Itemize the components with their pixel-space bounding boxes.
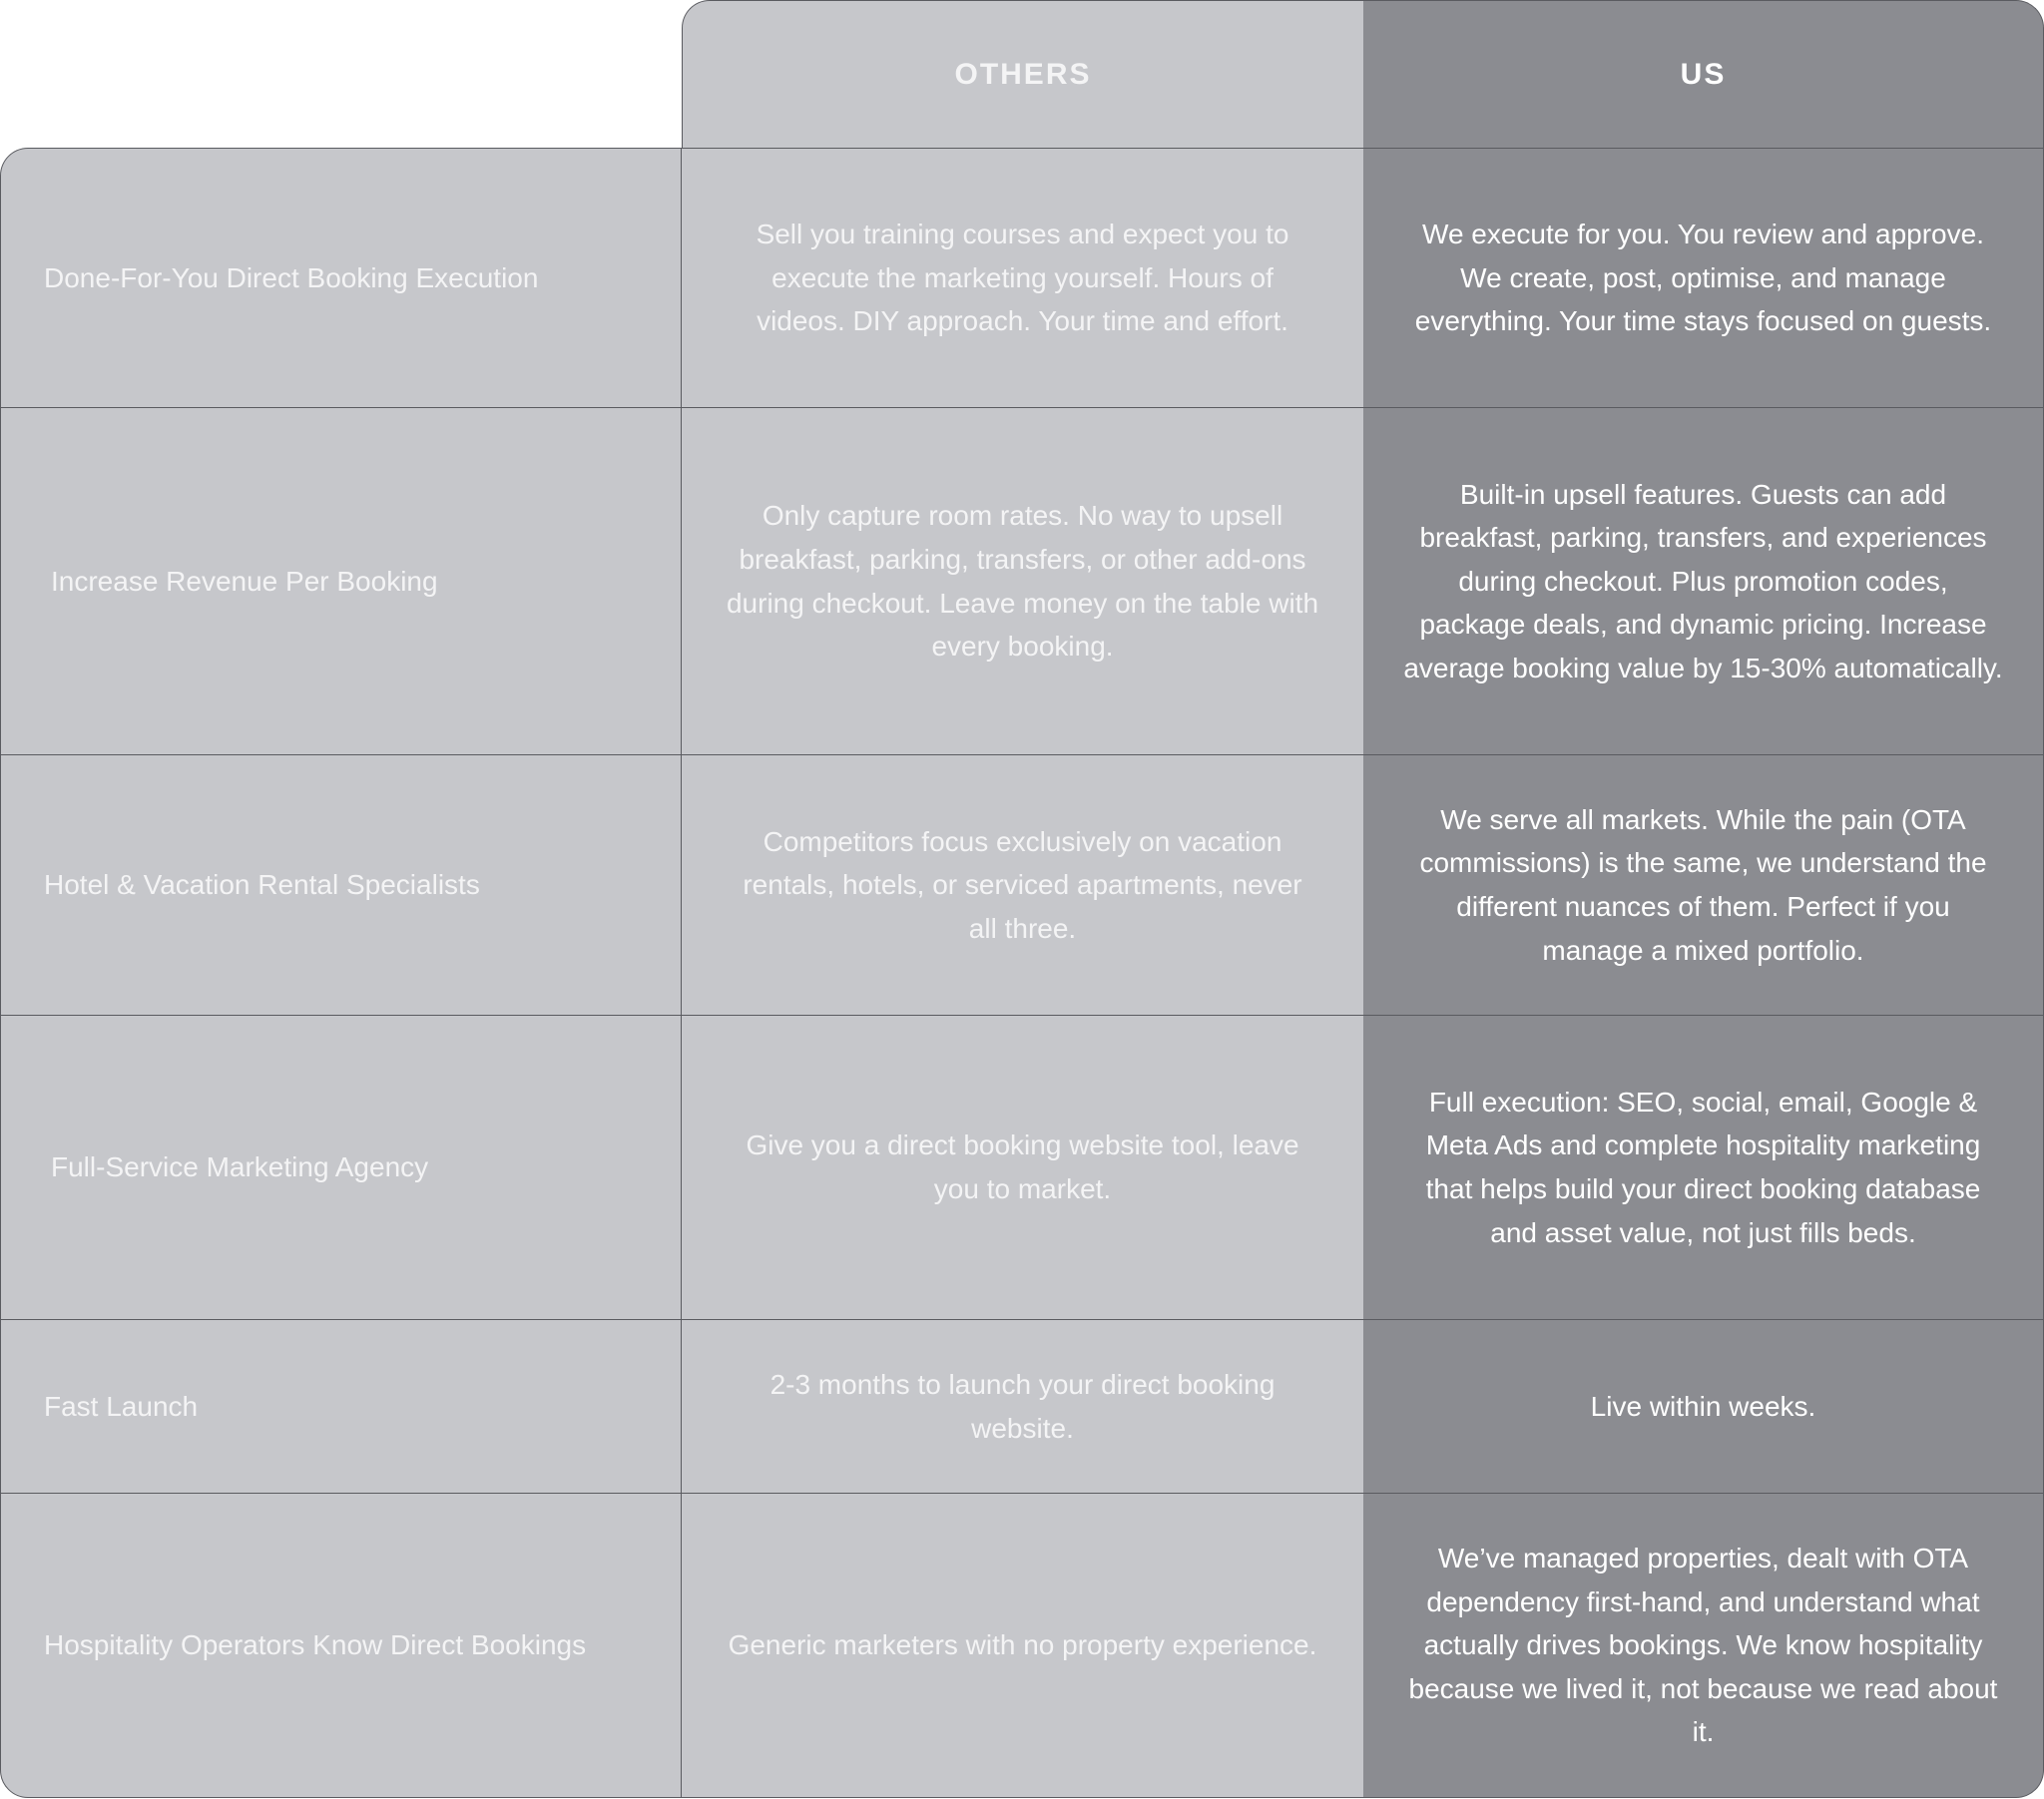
feature-cell: [0, 407, 682, 754]
others-cell: [682, 148, 1363, 407]
us-text: Full execution: SEO, social, email, Google & Meta Ads and complete hospitality marketing that helps build your direct booking database and asset value, not just fills beds.: [1425, 1086, 1981, 1248]
us-cell: [1363, 754, 2044, 1015]
us-cell: [1363, 1015, 2044, 1319]
others-cell: [682, 1015, 1363, 1319]
others-cell: [682, 1493, 1363, 1798]
feature-cell: [0, 148, 682, 407]
us-cell: [1363, 148, 2044, 407]
others-text: Competitors focus exclusively on vacation rentals, hotels, or serviced apartments, never all three.: [743, 825, 1302, 944]
others-text: Sell you training courses and expect you to execute the marketing yourself. Hours of videos. DIY approach. Your time and effort.: [756, 219, 1289, 337]
feature-label: Done-For-You Direct Booking Execution: [44, 261, 539, 293]
us-cell: [1363, 1319, 2044, 1493]
us-text: We’ve managed properties, dealt with OTA dependency first-hand, and understand what actually drives bookings. We know hospitality because we lived it, not because we read about it.: [1408, 1543, 1998, 1748]
others-text: Only capture room rates. No way to upsell breakfast, parking, transfers, or other add-ons during checkout. Leave money on the table with every booking.: [726, 500, 1319, 663]
us-text: Live within weeks.: [1590, 1390, 1816, 1422]
feature-label: Increase Revenue Per Booking: [51, 565, 438, 597]
us-text: We execute for you. You review and approve. We create, post, optimise, and manage everything. Your time stays focused on guests.: [1414, 219, 1992, 337]
us-cell: [1363, 407, 2044, 754]
others-cell: [682, 407, 1363, 754]
feature-cell: [0, 1319, 682, 1493]
feature-cell: [0, 754, 682, 1015]
others-column-header: [682, 0, 1363, 148]
others-text: 2-3 months to launch your direct booking website.: [769, 1368, 1276, 1444]
others-cell: [682, 1319, 1363, 1493]
feature-label: Full-Service Marketing Agency: [51, 1151, 429, 1183]
feature-cell: [0, 1493, 682, 1798]
feature-label: Hotel & Vacation Rental Specialists: [44, 869, 480, 901]
others-text: Give you a direct booking website tool, leave you to market.: [746, 1129, 1299, 1204]
feature-label: Hospitality Operators Know Direct Bookings: [44, 1629, 587, 1661]
others-header-label: OTHERS: [954, 57, 1092, 91]
feature-label: Fast Launch: [44, 1390, 199, 1422]
us-header-label: US: [1680, 57, 1727, 91]
others-text: Generic marketers with no property experience.: [728, 1629, 1317, 1661]
us-text: We serve all markets. While the pain (OTA commissions) is the same, we understand the different nuances of them. Perfect if you manage a mixed portfolio.: [1419, 803, 1987, 966]
us-cell: [1363, 1493, 2044, 1798]
us-column-header: [1363, 0, 2044, 148]
others-cell: [682, 754, 1363, 1015]
feature-cell: [0, 1015, 682, 1319]
us-text: Built-in upsell features. Guests can add breakfast, parking, transfers, and experiences during checkout. Plus promotion codes, package deals, and dynamic pricing. Increase average booking value by 15-30% automatically.: [1403, 478, 2003, 683]
